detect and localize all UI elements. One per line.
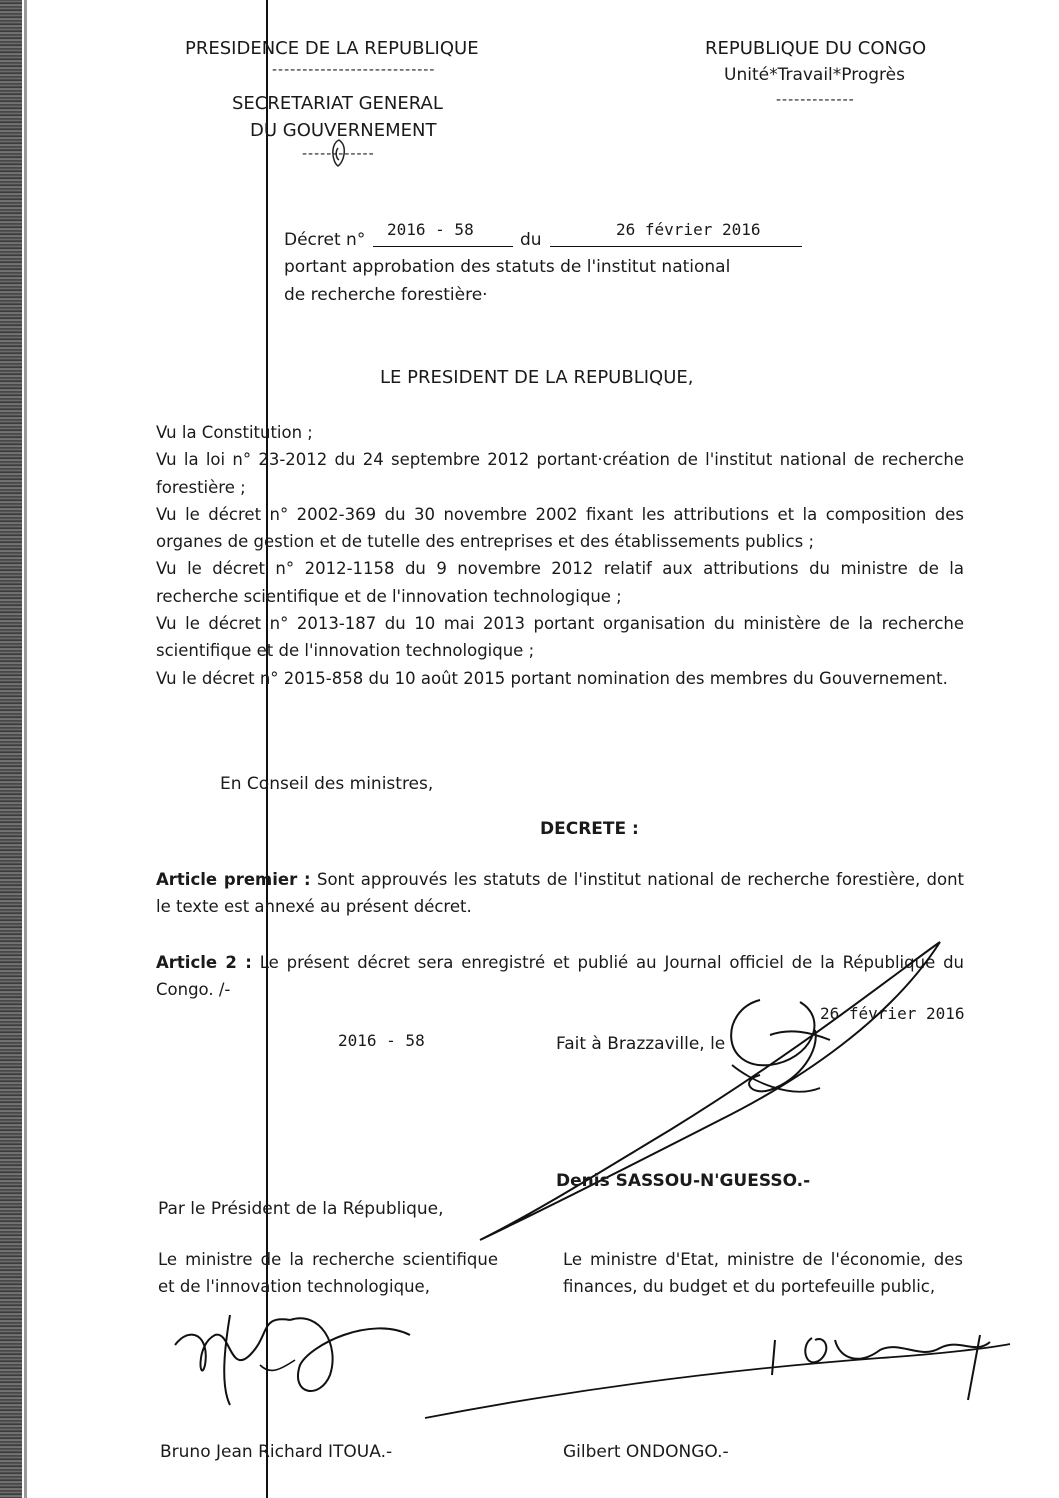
header-right-title: REPUBLIQUE DU CONGO: [705, 38, 927, 59]
decrete-heading: DECRETE :: [540, 819, 639, 839]
visas-block: [156, 419, 964, 692]
by-president-line: Par le Président de la République,: [158, 1199, 444, 1219]
scan-edge-artifact: [0, 0, 22, 1498]
article-premier-text: Sont approuvés les statuts de l'institut national de recherche forestière, dont le texte est annexé au présent décret.: [156, 870, 965, 917]
visa-decret-2002-369: Vu le décret n° 2002-369 du 30 novembre 2002 fixant les attributions et la composition des organes de gestion et de tutelle des entreprises et des établissements publics ;: [156, 504, 964, 552]
decree-number: 2016 - 58: [387, 220, 474, 239]
visa-loi-23-2012: Vu la loi n° 23-2012 du 24 septembre 2012 portant·création de l'institut national de recherche forestière ;: [156, 450, 964, 497]
minister-1-signature-icon: [170, 1305, 430, 1425]
decree-date: 26 février 2016: [616, 220, 761, 239]
council-line: En Conseil des ministres,: [220, 774, 434, 794]
article-2-label: Article 2 :: [156, 953, 252, 972]
president-name: Denis SASSOU-N'GUESSO.-: [556, 1171, 811, 1191]
header-left-separator-2: ------------: [302, 146, 375, 162]
signing-place: Fait à Brazzaville, le: [556, 1034, 726, 1054]
seal-mark-icon: [322, 136, 356, 172]
decree-du: du: [520, 230, 542, 250]
header-left-separator: ---------------------------: [272, 62, 436, 78]
visa-decret-2015-858: Vu le décret n° 2015-858 du 10 août 2015 portant nomination des membres du Gouvernement.: [156, 668, 948, 688]
header-right-separator: -------------: [776, 92, 855, 108]
article-premier: [156, 866, 964, 921]
president-signature-icon: [470, 940, 990, 1280]
header-right-motto: Unité*Travail*Progrès: [724, 65, 905, 85]
article-premier-label: Article premier :: [156, 870, 311, 889]
minister-1-name: Bruno Jean Richard ITOUA.-: [160, 1442, 393, 1462]
header-left-subtitle-2: DU GOUVERNEMENT: [250, 120, 437, 141]
stamp-date: 26 février 2016: [820, 1004, 965, 1023]
stamp-number: 2016 - 58: [338, 1031, 425, 1050]
president-heading: LE PRESIDENT DE LA REPUBLIQUE,: [380, 367, 694, 388]
minister-1-title: Le ministre de la recherche scientifique et de l'innovation technologique,: [158, 1250, 498, 1297]
decree-object-line-2: de recherche forestière·: [284, 285, 488, 305]
decree-date-field: [550, 218, 802, 247]
minister-2-signature-icon: [420, 1330, 1020, 1440]
minister-2-title: Le ministre d'Etat, ministre de l'économie, des finances, du budget et du portefeuille public,: [563, 1250, 963, 1297]
header-left-subtitle-1: SECRETARIAT GENERAL: [232, 93, 443, 114]
decree-label: Décret n°: [284, 230, 366, 250]
article-2-text: Le présent décret sera enregistré et publié au Journal officiel de la République du Congo. /-: [156, 953, 964, 1000]
visa-decret-2012-1158: Vu le décret n° 2012-1158 du 9 novembre 2012 relatif aux attributions du ministre de la recherche scientifique et de l'innovation technologique ;: [156, 559, 964, 606]
header-left-title: PRESIDENCE DE LA REPUBLIQUE: [185, 38, 479, 59]
visa-constitution: Vu la Constitution ;: [156, 423, 313, 442]
scan-edge-artifact-inner: [24, 0, 27, 1498]
visa-decret-2013-187: Vu le décret n° 2013-187 du 10 mai 2013 portant organisation du ministère de la recherche scientifique et de l'innovation technologique ;: [156, 614, 964, 661]
decree-number-field: [373, 218, 513, 247]
minister-2-name: Gilbert ONDONGO.-: [563, 1442, 729, 1462]
decree-object-line-1: portant approbation des statuts de l'institut national: [284, 257, 731, 277]
